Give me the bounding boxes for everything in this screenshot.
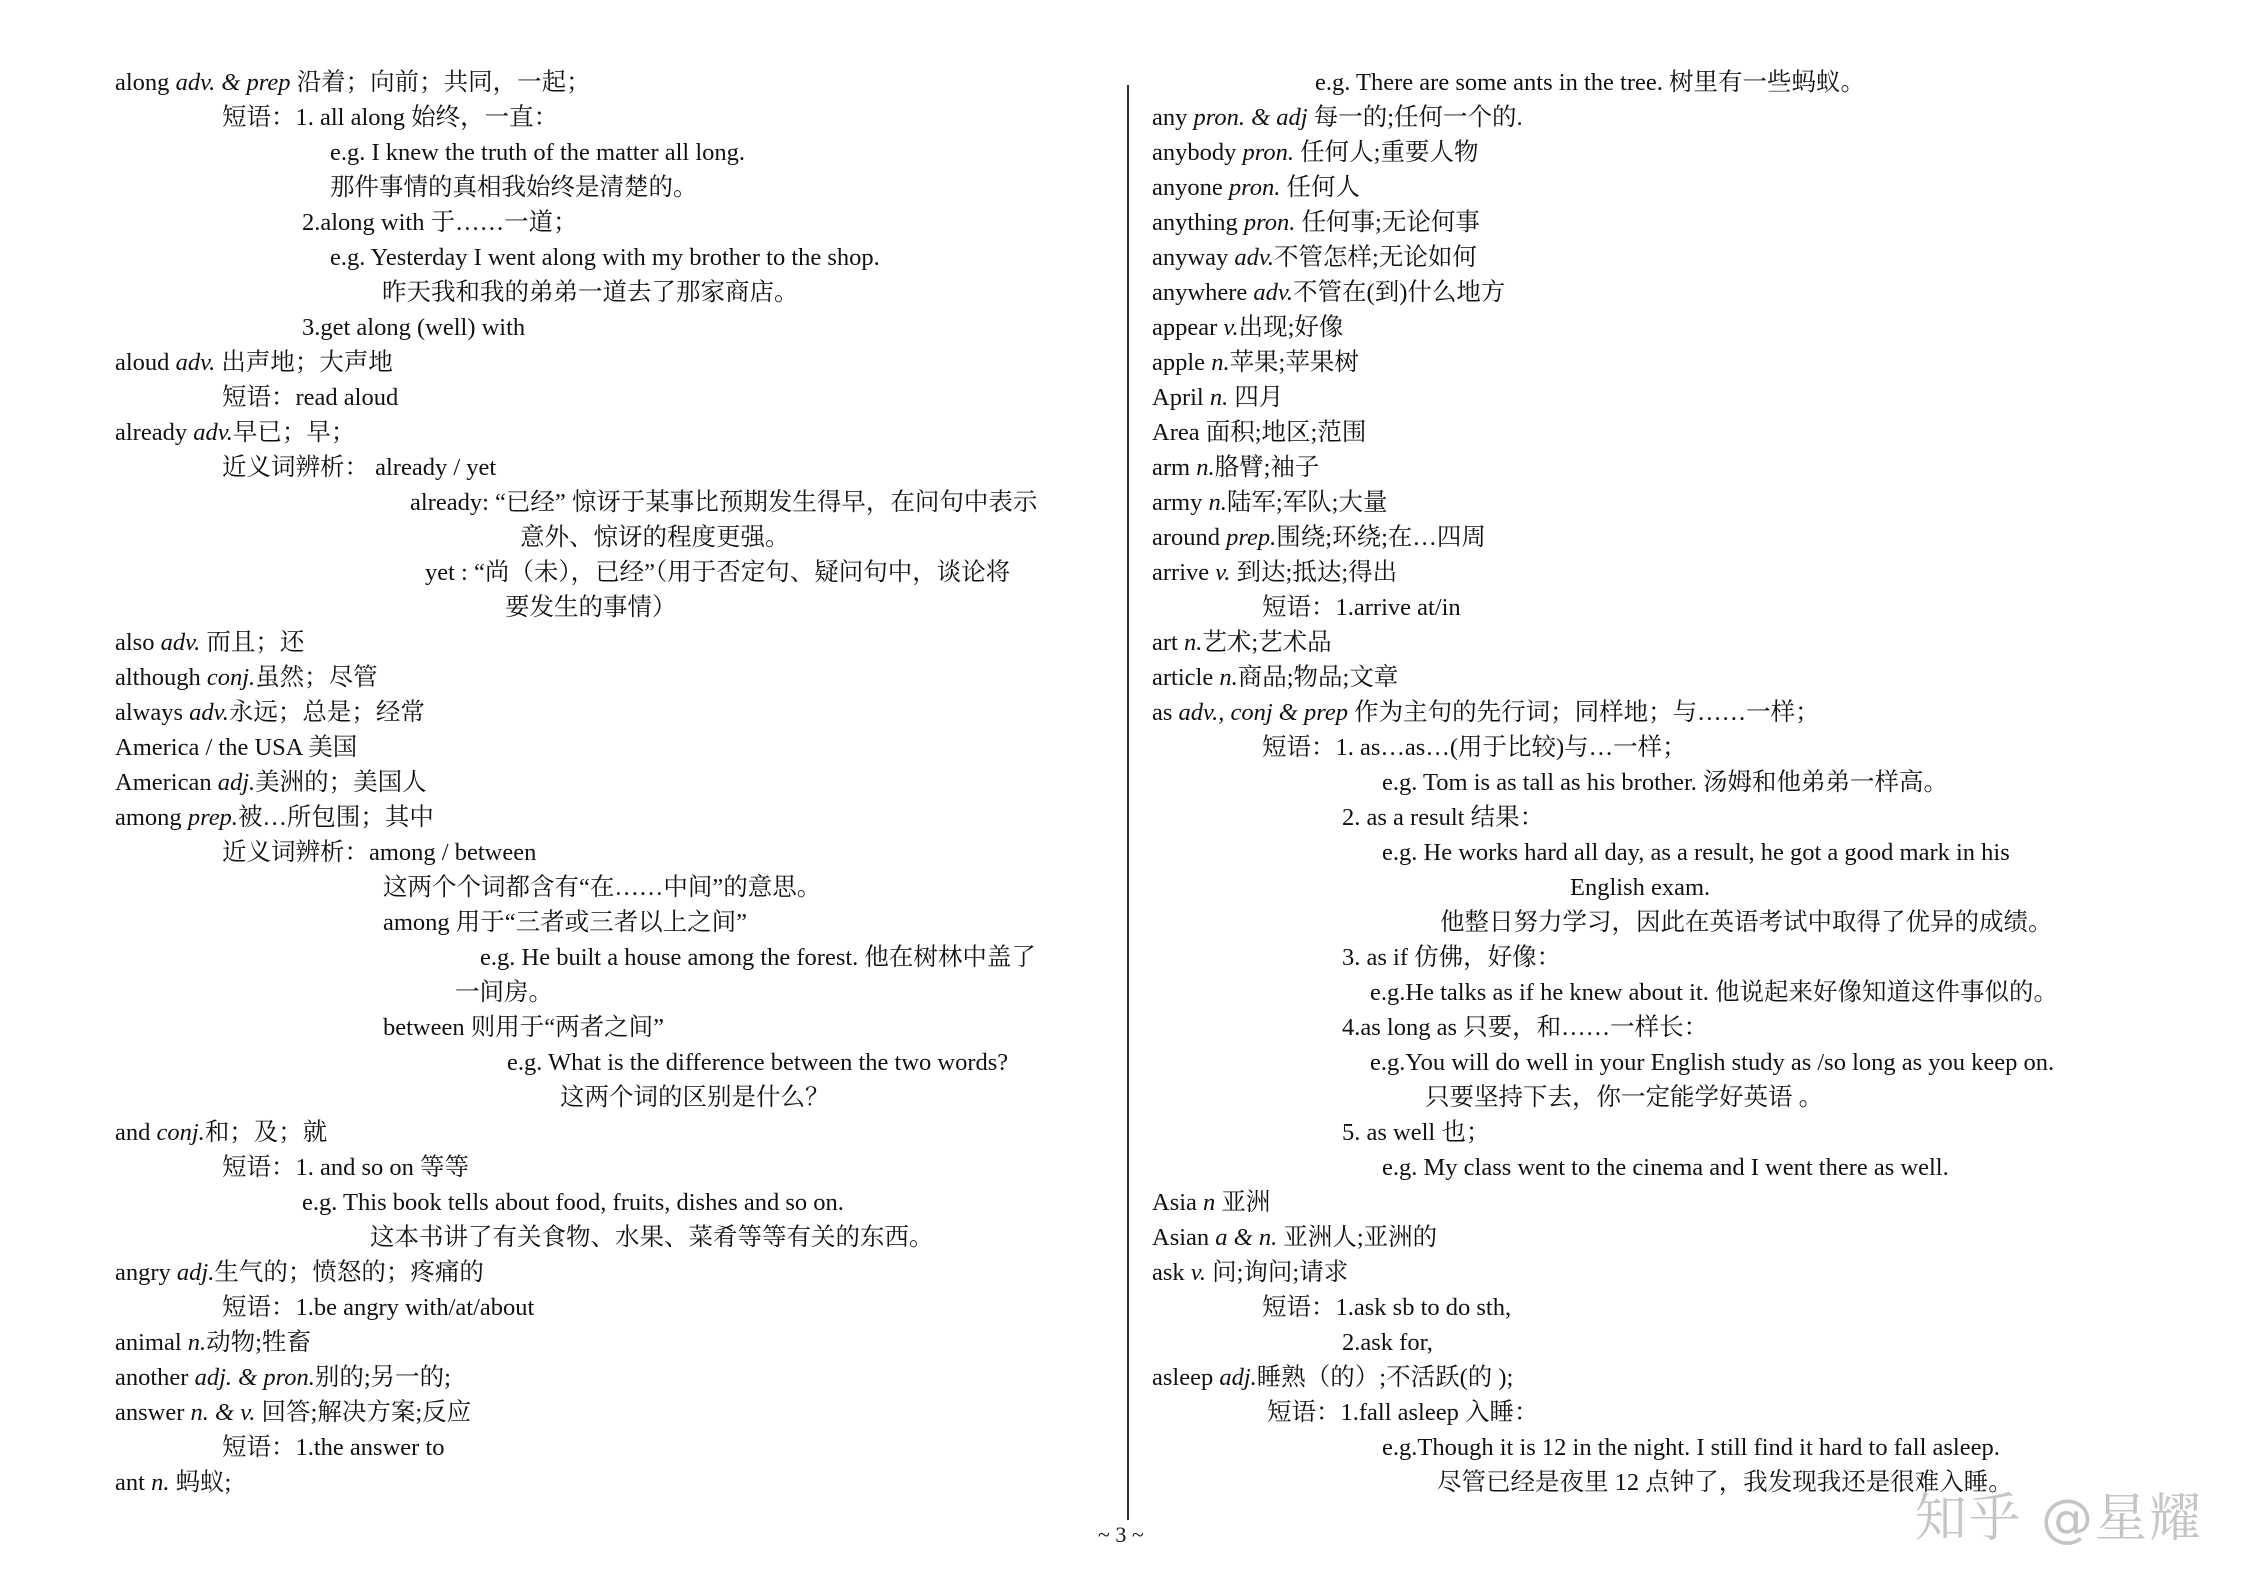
dictionary-line bbox=[1425, 1081, 1823, 1115]
entry-text: although bbox=[115, 664, 207, 691]
dictionary-line bbox=[115, 1396, 471, 1430]
dictionary-line bbox=[1152, 416, 1366, 450]
dictionary-line bbox=[1152, 556, 1397, 590]
watermark: 知乎 @星耀 bbox=[1914, 1489, 2203, 1549]
entry-text: 尽管已经是夜里 12 点钟了，我发现我还是很难入睡。 bbox=[1437, 1469, 2013, 1496]
entry-text: army bbox=[1152, 489, 1209, 516]
entry-text: e.g.Though it is 12 in the night. I still find it hard to fall asleep. bbox=[1382, 1434, 2000, 1461]
entry-text: Area 面积;地区;范围 bbox=[1152, 419, 1367, 446]
dictionary-line bbox=[1382, 766, 1948, 800]
part-of-speech: n. bbox=[1219, 664, 1238, 691]
dictionary-line bbox=[1382, 1431, 2000, 1465]
dictionary-line bbox=[425, 556, 1010, 590]
entry-text: as bbox=[1152, 699, 1179, 726]
dictionary-line bbox=[1152, 626, 1332, 660]
part-of-speech: v. bbox=[1223, 314, 1239, 341]
entry-text: 到达;抵达;得出 bbox=[1230, 559, 1398, 586]
dictionary-line bbox=[382, 276, 799, 310]
entry-text: 短语：1. all along 始终，一直： bbox=[222, 104, 559, 131]
dictionary-line bbox=[302, 206, 578, 240]
part-of-speech: pron. bbox=[1228, 174, 1281, 201]
dictionary-line bbox=[1152, 661, 1398, 695]
entry-text: e.g. What is the difference between the two words? bbox=[507, 1049, 1009, 1076]
entry-text: and bbox=[115, 1119, 157, 1146]
dictionary-line bbox=[1152, 521, 1486, 555]
part-of-speech: n. bbox=[1208, 489, 1227, 516]
entry-text: between 则用于“两者之间” bbox=[383, 1014, 664, 1041]
dictionary-line bbox=[1370, 976, 2058, 1010]
entry-text: already: “已经” 惊讶于某事比预期发生得早，在问句中表示 bbox=[410, 489, 1038, 516]
entry-text: e.g. Tom is as tall as his brother. 汤姆和他弟弟一样高。 bbox=[1382, 769, 1949, 796]
part-of-speech: n. bbox=[187, 1329, 207, 1356]
dictionary-line bbox=[330, 241, 880, 275]
dictionary-line bbox=[1370, 1046, 2054, 1080]
dictionary-line bbox=[115, 626, 304, 660]
dictionary-line bbox=[1152, 696, 1820, 730]
entry-text: anyone bbox=[1152, 174, 1229, 201]
part-of-speech: a & n. bbox=[1215, 1224, 1278, 1251]
dictionary-line bbox=[1152, 1221, 1437, 1255]
entry-text: American bbox=[115, 769, 218, 796]
entry-text: already bbox=[115, 419, 194, 446]
part-of-speech: n bbox=[1203, 1189, 1216, 1216]
dictionary-line bbox=[1152, 451, 1319, 485]
entry-text: e.g. I knew the truth of the matter all long. bbox=[330, 139, 746, 166]
dictionary-line bbox=[370, 1221, 934, 1255]
entry-text: 5. as well 也； bbox=[1342, 1119, 1491, 1146]
entry-text: 出现;好像 bbox=[1238, 314, 1344, 341]
entry-text: 3. as if 仿佛，好像： bbox=[1342, 944, 1562, 971]
entry-text: also bbox=[115, 629, 161, 656]
entry-text: article bbox=[1152, 664, 1220, 691]
dictionary-line bbox=[115, 346, 393, 380]
entry-text: 一间房。 bbox=[455, 979, 553, 1006]
entry-text: art bbox=[1152, 629, 1184, 656]
entry-text: e.g. Yesterday I went along with my brother to the shop. bbox=[330, 244, 880, 271]
dictionary-line bbox=[302, 311, 525, 345]
part-of-speech: conj. bbox=[206, 664, 256, 691]
entry-text: English exam. bbox=[1570, 874, 1711, 901]
entry-text: 不管在(到)什么地方 bbox=[1293, 279, 1506, 306]
dictionary-line bbox=[115, 766, 427, 800]
dictionary-line bbox=[222, 1431, 445, 1465]
entry-text: 早已；早； bbox=[232, 419, 356, 446]
entry-text: 任何人;重要人物 bbox=[1294, 139, 1479, 166]
dictionary-line bbox=[1152, 486, 1387, 520]
entry-text: 他整日努力学习，因此在英语考试中取得了优异的成绩。 bbox=[1440, 909, 2053, 936]
dictionary-line bbox=[383, 906, 747, 940]
entry-text: ant bbox=[115, 1469, 152, 1496]
entry-text: anyway bbox=[1152, 244, 1235, 271]
entry-text: 2. as a result 结果： bbox=[1342, 804, 1545, 831]
dictionary-line bbox=[1152, 276, 1505, 310]
entry-text: America / the USA 美国 bbox=[115, 734, 358, 761]
dictionary-line bbox=[507, 1046, 1008, 1080]
entry-text: answer bbox=[115, 1399, 191, 1426]
entry-text: 商品;物品;文章 bbox=[1237, 664, 1399, 691]
entry-text: 任何人 bbox=[1280, 174, 1361, 201]
part-of-speech: n. bbox=[1211, 349, 1230, 376]
entry-text: 短语：1.the answer to bbox=[222, 1434, 445, 1461]
entry-text: asleep bbox=[1152, 1364, 1220, 1391]
entry-text: 近义词辨析： already / yet bbox=[222, 454, 497, 481]
dictionary-line bbox=[1152, 381, 1283, 415]
part-of-speech: n. & v. bbox=[190, 1399, 256, 1426]
entry-text: anybody bbox=[1152, 139, 1243, 166]
entry-text: 陆军;军队;大量 bbox=[1226, 489, 1388, 516]
entry-text: 短语：1.arrive at/in bbox=[1262, 594, 1461, 621]
entry-text: animal bbox=[115, 1329, 188, 1356]
part-of-speech: adv. bbox=[189, 699, 229, 726]
dictionary-line bbox=[1342, 1011, 1708, 1045]
part-of-speech: pron. bbox=[1242, 139, 1295, 166]
dictionary-line bbox=[1342, 1326, 1433, 1360]
entry-text: 而且；还 bbox=[200, 629, 305, 656]
dictionary-line bbox=[383, 1011, 664, 1045]
entry-text: 苹果;苹果树 bbox=[1229, 349, 1359, 376]
dictionary-line bbox=[115, 66, 591, 100]
dictionary-line bbox=[1152, 171, 1360, 205]
entry-text: Asia bbox=[1152, 1189, 1204, 1216]
part-of-speech: n. bbox=[151, 1469, 170, 1496]
entry-text: yet : “尚（未），已经”（用于否定句、疑问句中，谈论将 bbox=[425, 559, 1011, 586]
page-number: ~ 3 ~ bbox=[1098, 1522, 1144, 1547]
dictionary-line bbox=[222, 1291, 534, 1325]
dictionary-line bbox=[115, 731, 357, 765]
dictionary-line bbox=[115, 1466, 231, 1500]
dictionary-line bbox=[1315, 66, 1865, 100]
dictionary-line bbox=[222, 1151, 469, 1185]
entry-text: arrive bbox=[1152, 559, 1216, 586]
dictionary-line bbox=[302, 1186, 844, 1220]
entry-text: 虽然；尽管 bbox=[255, 664, 378, 691]
entry-text: 美洲的；美国人 bbox=[255, 769, 427, 796]
entry-text: e.g.He talks as if he knew about it. 他说起来好像知道这件事似的。 bbox=[1370, 979, 2058, 1006]
dictionary-line bbox=[1152, 311, 1343, 345]
dictionary-line bbox=[480, 941, 1036, 975]
dictionary-line bbox=[1342, 801, 1544, 835]
entry-text: 蚂蚁; bbox=[169, 1469, 232, 1496]
dictionary-line bbox=[1342, 941, 1561, 975]
dictionary-line bbox=[410, 486, 1037, 520]
dictionary-line bbox=[115, 1256, 484, 1290]
part-of-speech: prep. bbox=[1226, 524, 1277, 551]
entry-text: 要发生的事情） bbox=[505, 594, 677, 621]
entry-text: 这两个个词都含有“在……中间”的意思。 bbox=[383, 874, 822, 901]
entry-text: 沿着；向前；共同，一起； bbox=[290, 69, 591, 96]
part-of-speech: n. bbox=[1209, 384, 1229, 411]
entry-text: 4.as long as 只要，和……一样长： bbox=[1342, 1014, 1709, 1041]
dictionary-line bbox=[330, 171, 698, 205]
entry-text: aloud bbox=[115, 349, 176, 376]
entry-text: 2.ask for, bbox=[1342, 1329, 1433, 1356]
entry-text: anything bbox=[1152, 209, 1244, 236]
entry-text: 昨天我和我的弟弟一道去了那家商店。 bbox=[382, 279, 799, 306]
entry-text: 和；及；就 bbox=[204, 1119, 328, 1146]
dictionary-line bbox=[560, 1081, 830, 1115]
entry-text: 四月 bbox=[1228, 384, 1284, 411]
dictionary-line bbox=[455, 976, 553, 1010]
dictionary-line bbox=[1152, 101, 1523, 135]
entry-text: 不管怎样;无论如何 bbox=[1274, 244, 1477, 271]
dictionary-line bbox=[1382, 836, 2010, 870]
entry-text: e.g. My class went to the cinema and I went there as well. bbox=[1382, 1154, 1949, 1181]
entry-text: 短语：1.fall asleep 入睡： bbox=[1267, 1399, 1539, 1426]
entry-text: 2.along with 于……一道； bbox=[302, 209, 578, 236]
dictionary-line bbox=[1152, 1361, 1513, 1395]
entry-text: 这两个词的区别是什么？ bbox=[560, 1084, 830, 1111]
entry-text: 亚洲人;亚洲的 bbox=[1277, 1224, 1438, 1251]
dictionary-line bbox=[115, 661, 378, 695]
part-of-speech: n. bbox=[1196, 454, 1215, 481]
entry-text: 被…所包围；其中 bbox=[237, 804, 434, 831]
dictionary-line bbox=[1152, 136, 1478, 170]
entry-text: apple bbox=[1152, 349, 1212, 376]
entry-text: among bbox=[115, 804, 188, 831]
dictionary-line bbox=[1382, 1151, 1949, 1185]
part-of-speech: adv. bbox=[175, 349, 216, 376]
entry-text: e.g. There are some ants in the tree. 树里有一些蚂蚁。 bbox=[1315, 69, 1865, 96]
entry-text: among 用于“三者或三者以上之间” bbox=[383, 909, 748, 936]
dictionary-line bbox=[383, 871, 821, 905]
entry-text: 睡熟（的）;不活跃(的 ); bbox=[1256, 1364, 1514, 1391]
entry-text: 只要坚持下去，你一定能学好英语 。 bbox=[1425, 1084, 1824, 1111]
part-of-speech: adv. bbox=[193, 419, 233, 446]
entry-text: ask bbox=[1152, 1259, 1191, 1286]
part-of-speech: adj. bbox=[217, 769, 256, 796]
dictionary-line bbox=[115, 801, 434, 835]
entry-text: 出声地；大声地 bbox=[215, 349, 393, 376]
part-of-speech: prep. bbox=[187, 804, 238, 831]
entry-text: e.g.You will do well in your English study as /so long as you keep on. bbox=[1370, 1049, 2055, 1076]
entry-text: 那件事情的真相我始终是清楚的。 bbox=[330, 174, 698, 201]
dictionary-line bbox=[1152, 206, 1480, 240]
dictionary-line bbox=[115, 1361, 451, 1395]
entry-text: Asian bbox=[1152, 1224, 1216, 1251]
entry-text: e.g. This book tells about food, fruits, dishes and so on. bbox=[302, 1189, 844, 1216]
part-of-speech: adj. & pron. bbox=[194, 1364, 315, 1391]
entry-text: 这本书讲了有关食物、水果、菜肴等等有关的东西。 bbox=[370, 1224, 934, 1251]
part-of-speech: pron. & adj bbox=[1193, 104, 1308, 131]
dictionary-line bbox=[1152, 1186, 1270, 1220]
entry-text: arm bbox=[1152, 454, 1197, 481]
entry-text: 近义词辨析：among / between bbox=[222, 839, 537, 866]
part-of-speech: adv. bbox=[160, 629, 201, 656]
dictionary-line bbox=[115, 1326, 311, 1360]
part-of-speech: adv. bbox=[1234, 244, 1275, 271]
entry-text: anywhere bbox=[1152, 279, 1254, 306]
entry-text: 别的;另一的; bbox=[314, 1364, 451, 1391]
entry-text: angry bbox=[115, 1259, 177, 1286]
dictionary-line bbox=[115, 416, 355, 450]
entry-text: 永远；总是；经常 bbox=[228, 699, 425, 726]
part-of-speech: v. bbox=[1190, 1259, 1206, 1286]
dictionary-line bbox=[222, 101, 558, 135]
dictionary-line bbox=[115, 1116, 327, 1150]
dictionary-line bbox=[1267, 1396, 1539, 1430]
part-of-speech: pron. bbox=[1243, 209, 1296, 236]
dictionary-line bbox=[222, 836, 536, 870]
part-of-speech: v. bbox=[1215, 559, 1231, 586]
entry-text: 亚洲 bbox=[1215, 1189, 1271, 1216]
entry-text: 短语：1. and so on 等等 bbox=[222, 1154, 470, 1181]
entry-text: 动物;牲畜 bbox=[206, 1329, 311, 1356]
column-divider bbox=[1127, 85, 1129, 1520]
dictionary-line bbox=[1440, 906, 2053, 940]
part-of-speech: n. bbox=[1183, 629, 1203, 656]
entry-text: any bbox=[1152, 104, 1194, 131]
dictionary-line bbox=[1262, 731, 1687, 765]
entry-text: 短语：read aloud bbox=[222, 384, 399, 411]
entry-text: 作为主句的先行词；同样地；与……一样； bbox=[1347, 699, 1820, 726]
dictionary-line bbox=[222, 451, 496, 485]
entry-text: April bbox=[1152, 384, 1210, 411]
entry-text: 短语：1.be angry with/at/about bbox=[222, 1294, 535, 1321]
dictionary-line bbox=[330, 136, 745, 170]
dictionary-line bbox=[1152, 1256, 1348, 1290]
entry-text: 生气的；愤怒的；疼痛的 bbox=[214, 1259, 484, 1286]
dictionary-line bbox=[1570, 871, 1710, 905]
entry-text: another bbox=[115, 1364, 195, 1391]
dictionary-line bbox=[222, 381, 398, 415]
entry-text: 艺术;艺术品 bbox=[1202, 629, 1332, 656]
part-of-speech: adv., conj & prep bbox=[1178, 699, 1348, 726]
entry-text: around bbox=[1152, 524, 1227, 551]
dictionary-line bbox=[520, 521, 790, 555]
entry-text: 短语：1.ask sb to do sth, bbox=[1262, 1294, 1512, 1321]
entry-text: 围绕;环绕;在…四周 bbox=[1276, 524, 1486, 551]
dictionary-line bbox=[1152, 346, 1359, 380]
dictionary-line bbox=[1342, 1116, 1490, 1150]
part-of-speech: adj. bbox=[176, 1259, 215, 1286]
entry-text: 问;询问;请求 bbox=[1205, 1259, 1349, 1286]
dictionary-line bbox=[505, 591, 677, 625]
entry-text: along bbox=[115, 69, 176, 96]
entry-text: always bbox=[115, 699, 190, 726]
dictionary-line bbox=[1262, 591, 1461, 625]
entry-text: 3.get along (well) with bbox=[302, 314, 526, 341]
entry-text: appear bbox=[1152, 314, 1224, 341]
entry-text: 每一的;任何一个的. bbox=[1307, 104, 1523, 131]
entry-text: 胳臂;袖子 bbox=[1214, 454, 1320, 481]
entry-text: e.g. He built a house among the forest. 他在树林中盖了 bbox=[480, 944, 1036, 971]
part-of-speech: conj. bbox=[156, 1119, 205, 1146]
part-of-speech: adj. bbox=[1219, 1364, 1257, 1391]
entry-text: 回答;解决方案;反应 bbox=[255, 1399, 472, 1426]
part-of-speech: adv. bbox=[1253, 279, 1294, 306]
part-of-speech: adv. & prep bbox=[175, 69, 291, 96]
dictionary-line bbox=[1262, 1291, 1511, 1325]
entry-text: 任何事;无论何事 bbox=[1295, 209, 1480, 236]
entry-text: 意外、惊讶的程度更强。 bbox=[520, 524, 790, 551]
dictionary-line bbox=[115, 696, 425, 730]
entry-text: 短语：1. as…as…(用于比较)与…一样； bbox=[1262, 734, 1687, 761]
entry-text: e.g. He works hard all day, as a result, he got a good mark in his bbox=[1382, 839, 2010, 866]
dictionary-line bbox=[1152, 241, 1477, 275]
